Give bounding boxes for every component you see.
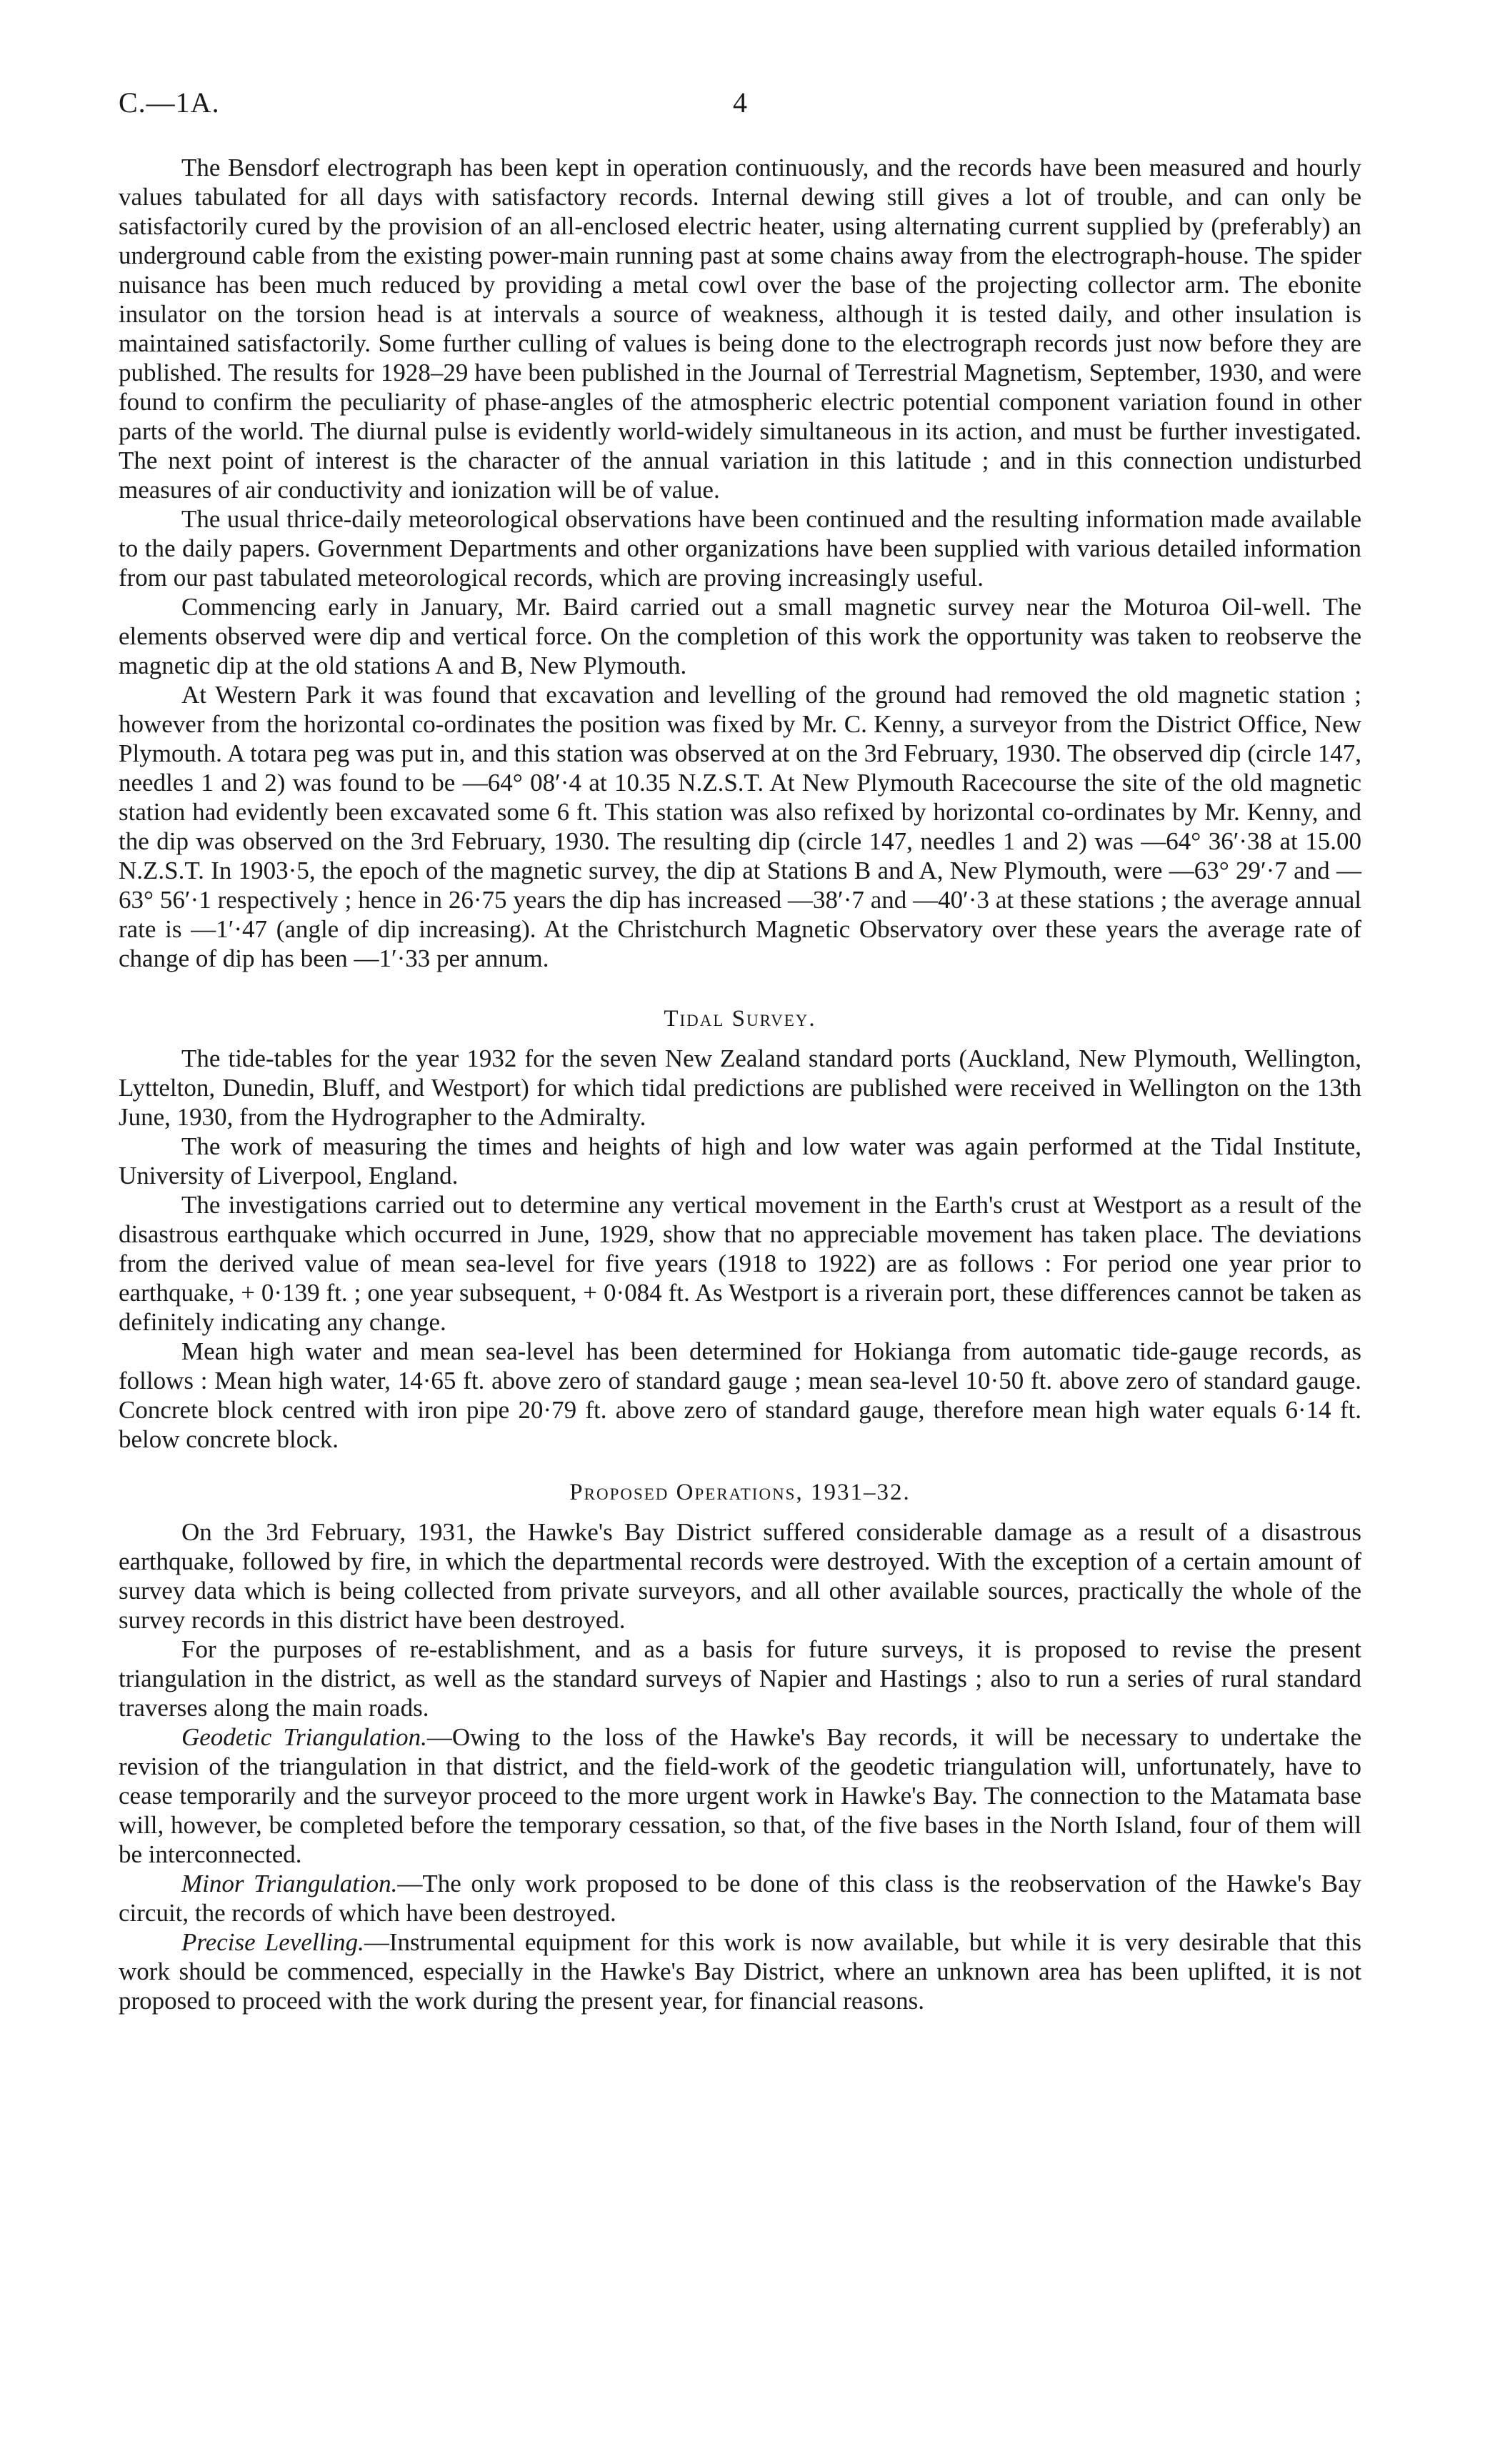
paragraph-hokianga: Mean high water and mean sea-level has been determined for Hokianga from automatic tide-gauge records, as follows : Mean high water, 14·65 ft. above zero of standard gauge ; mean sea-level 10·50 ft. above zero of standard gauge. Concrete block centred with iron pipe 20·79 ft. above zero of standard gauge, therefore mean high water equals 6·14 ft. below concrete block. [119,1337,1361,1453]
paragraph-re-establishment: For the purposes of re-establishment, and as a basis for future surveys, it is proposed to revise the present triangulation in the district, as well as the standard surveys of Napier and Hastings ; also to run a series of rural standard traverses along the main roads. [119,1635,1361,1722]
paragraph-meteorological: The usual thrice-daily meteorological observations have been continued and the resulting information made available to the daily papers. Government Departments and other organizations have been supplied with various detailed information from our past tabulated meteorological records, which are proving increasingly useful. [119,505,1361,592]
document-body [119,153,1361,2015]
paragraph-westport: The investigations carried out to determine any vertical movement in the Earth's crust at Westport as a result of the disastrous earthquake which occurred in June, 1929, show that no appreciable movement has taken place. The deviations from the derived value of mean sea-level for five years (1918 to 1922) are as follows : For period one year prior to earthquake, + 0·139 ft. ; one year subsequent, + 0·084 ft. As Westport is a riverain port, these differences cannot be taken as definitely indicating any change. [119,1191,1361,1336]
geodetic-triangulation-title: Geodetic Triangulation. [181,1723,427,1751]
paragraph-geodetic-triangulation [119,1722,1361,1869]
document-reference: C.—1A. [119,86,220,119]
paragraph-tide-tables: The tide-tables for the year 1932 for the seven New Zealand standard ports (Auckland, New Plymouth, Wellington, Lyttelton, Dunedin, Bluff, and Westport) for which tidal predictions are published were received in Wellington on the 13th June, 1930, from the Hydrographer to the Admiralty. [119,1044,1361,1131]
minor-triangulation-text: —The only work proposed to be done of this class is the reobservation of the Hawke's Bay circuit, the records of which have been destroyed. [119,1870,1361,1927]
paragraph-hawkes-bay-earthquake: On the 3rd February, 1931, the Hawke's Bay District suffered considerable damage as a result of a disastrous earthquake, followed by fire, in which the departmental records were destroyed. With the exception of a certain amount of survey data which is being collected from private surveyors, and all other available sources, practically the whole of the survey records in this district have been destroyed. [119,1518,1361,1634]
section-heading-tidal-survey: Tidal Survey. [664,1006,816,1032]
paragraph-minor-triangulation [119,1869,1361,1927]
minor-triangulation-title: Minor Triangulation. [181,1870,398,1897]
paragraph-precise-levelling [119,1927,1361,2015]
paragraph-tidal-institute: The work of measuring the times and heights of high and low water was again performed at the Tidal Institute, University of Liverpool, England. [119,1132,1361,1189]
paragraph-magnetic-survey: Commencing early in January, Mr. Baird carried out a small magnetic survey near the Moturoa Oil-well. The elements observed were dip and vertical force. On the completion of this work the opportunity was taken to reobserve the magnetic dip at the old stations A and B, New Plymouth. [119,593,1361,679]
section-heading-proposed-operations: Proposed Operations, 1931–32. [569,1480,911,1505]
precise-levelling-text: —Instrumental equipment for this work is now available, but while it is very desirable that this work should be commenced, especially in the Hawke's Bay District, where an unknown area has been uplifted, it is not proposed to proceed with the work during the present year, for financial reasons. [119,1928,1361,2015]
page-number: 4 [733,86,747,119]
paragraph-electrograph: The Bensdorf electrograph has been kept in operation continuously, and the records have been measured and hourly values tabulated for all days with satisfactory records. Internal dewing still gives a lot of trouble, and can only be satisfactorily cured by the provision of an all-enclosed electric heater, using alternating current supplied by (preferably) an underground cable from the existing power-main running past at some chains away from the electrograph-house. The spider nuisance has been much reduced by providing a metal cowl over the base of the projecting collector arm. The ebonite insulator on the torsion head is at intervals a source of weakness, although it is tested daily, and other insulation is maintained satisfactorily. Some further culling of values is being done to the electrograph records just now before they are published. The results for 1928–29 have been published in the Journal of Terrestrial Magnetism, September, 1930, and were found to confirm the peculiarity of phase-angles of the atmospheric electric potential component variation found in other parts of the world. The diurnal pulse is evidently world-widely simultaneous in its action, and must be further investigated. The next point of interest is the character of the annual variation in this latitude ; and in this connection undisturbed measures of air conductivity and ionization will be of value. [119,154,1361,504]
precise-levelling-title: Precise Levelling. [181,1928,364,1956]
page-header [119,86,1361,129]
geodetic-triangulation-text: —Owing to the loss of the Hawke's Bay records, it will be necessary to undertake the revision of the triangulation in that district, and the field-work of the geodetic triangulation will, unfortunately, have to cease temporarily and the surveyor proceed to the more urgent work in Hawke's Bay. The connection to the Matamata base will, however, be completed before the temporary cessation, so that, of the five bases in the North Island, four of them will be interconnected. [119,1723,1361,1868]
paragraph-western-park: At Western Park it was found that excavation and levelling of the ground had removed the old magnetic station ; however from the horizontal co-ordinates the position was fixed by Mr. C. Kenny, a surveyor from the District Office, New Plymouth. A totara peg was put in, and this station was observed at on the 3rd February, 1930. The observed dip (circle 147, needles 1 and 2) was found to be —64° 08′·4 at 10.35 N.Z.S.T. At New Plymouth Racecourse the site of the old magnetic station had evidently been excavated some 6 ft. This station was also refixed by horizontal co-ordinates by Mr. Kenny, and the dip was observed on the 3rd February, 1930. The resulting dip (circle 147, needles 1 and 2) was —64° 36′·38 at 15.00 N.Z.S.T. In 1903·5, the epoch of the magnetic survey, the dip at Stations B and A, New Plymouth, were —63° 29′·7 and —63° 56′·1 respectively ; hence in 26·75 years the dip has increased —38′·7 and —40′·3 at these stations ; the average annual rate is —1′·47 (angle of dip increasing). At the Christchurch Magnetic Observatory over these years the average rate of change of dip has been —1′·33 per annum. [119,681,1361,972]
